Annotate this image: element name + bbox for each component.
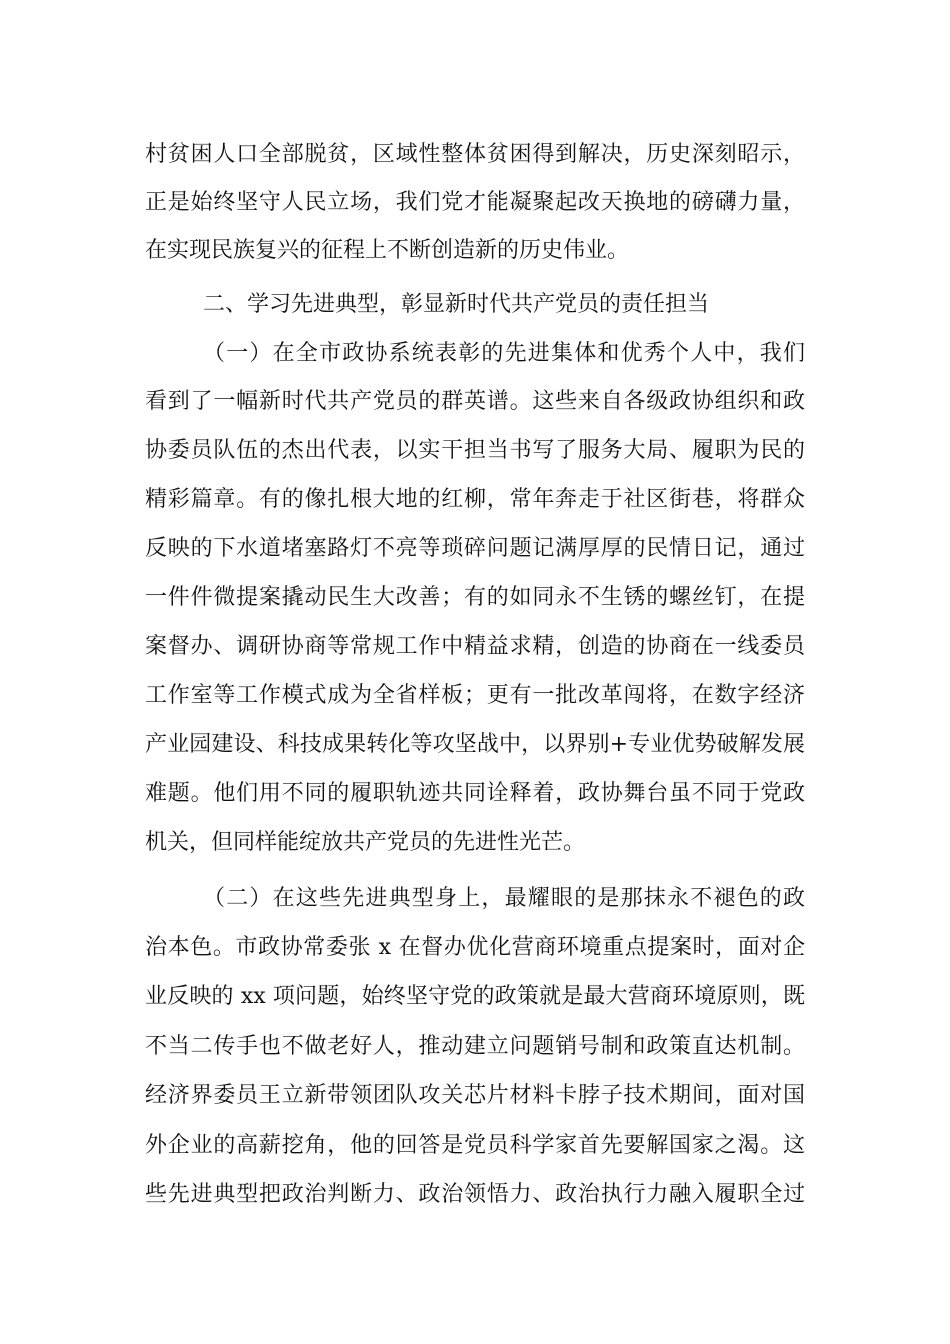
paragraph-3-line-7: 些先进典型把政治判断力、政治领悟力、政治执行力融入履职全过 [145,1182,805,1207]
paragraph-2-line-6: 一件件微提案撬动民生大改善；有的如同永不生锈的螺丝钉，在提 [145,585,805,610]
paragraph-2-line-9: 产业园建设、科技成果转化等攻坚战中，以界别+专业优势破解发展 [145,732,805,757]
section-heading: 二、学习先进典型，彰显新时代共产党员的责任担当 [203,292,710,317]
paragraph-2-line-1: （一）在全市政协系统表彰的先进集体和优秀个人中，我们 [203,341,805,366]
paragraph-2-line-2: 看到了一幅新时代共产党员的群英谱。这些来自各级政协组织和政 [145,389,805,414]
paragraph-1-line-3: 在实现民族复兴的征程上不断创造新的历史伟业。 [145,238,630,263]
paragraph-3-line-3: 业反映的 xx 项问题，始终坚守党的政策就是最大营商环境原则，既 [145,984,805,1009]
paragraph-2-line-5: 反映的下水道堵塞路灯不亮等琐碎问题记满厚厚的民情日记，通过 [145,536,805,561]
paragraph-2-line-7: 案督办、调研协商等常规工作中精益求精，创造的协商在一线委员 [145,634,805,659]
paragraph-3-line-6: 外企业的高薪挖角，他的回答是党员科学家首先要解国家之渴。这 [145,1133,805,1158]
paragraph-1-line-1: 村贫困人口全部脱贫，区域性整体贫困得到解决，历史深刻昭示， [145,142,805,167]
paragraph-3-line-5: 经济界委员王立新带领团队攻关芯片材料卡脖子技术期间，面对国 [145,1083,805,1108]
paragraph-2-line-4: 精彩篇章。有的像扎根大地的红柳，常年奔走于社区街巷，将群众 [145,487,805,512]
paragraph-3-line-1: （二）在这些先进典型身上，最耀眼的是那抹永不褪色的政 [203,886,805,911]
paragraph-1-line-2: 正是始终坚守人民立场，我们党才能凝聚起改天换地的磅礴力量， [145,190,805,215]
paragraph-2-line-10: 难题。他们用不同的履职轨迹共同诠释着，政协舞台虽不同于党政 [145,781,805,806]
paragraph-3-line-2: 治本色。市政协常委张 x 在督办优化营商环境重点提案时，面对企 [145,935,805,960]
paragraph-2-line-11: 机关，但同样能绽放共产党员的先进性光芒。 [145,830,586,855]
paragraph-2-line-3: 协委员队伍的杰出代表，以实干担当书写了服务大局、履职为民的 [145,438,805,463]
paragraph-2-line-8: 工作室等工作模式成为全省样板；更有一批改革闯将，在数字经济 [145,683,805,708]
paragraph-3-line-4: 不当二传手也不做老好人，推动建立问题销号制和政策直达机制。 [145,1034,805,1059]
